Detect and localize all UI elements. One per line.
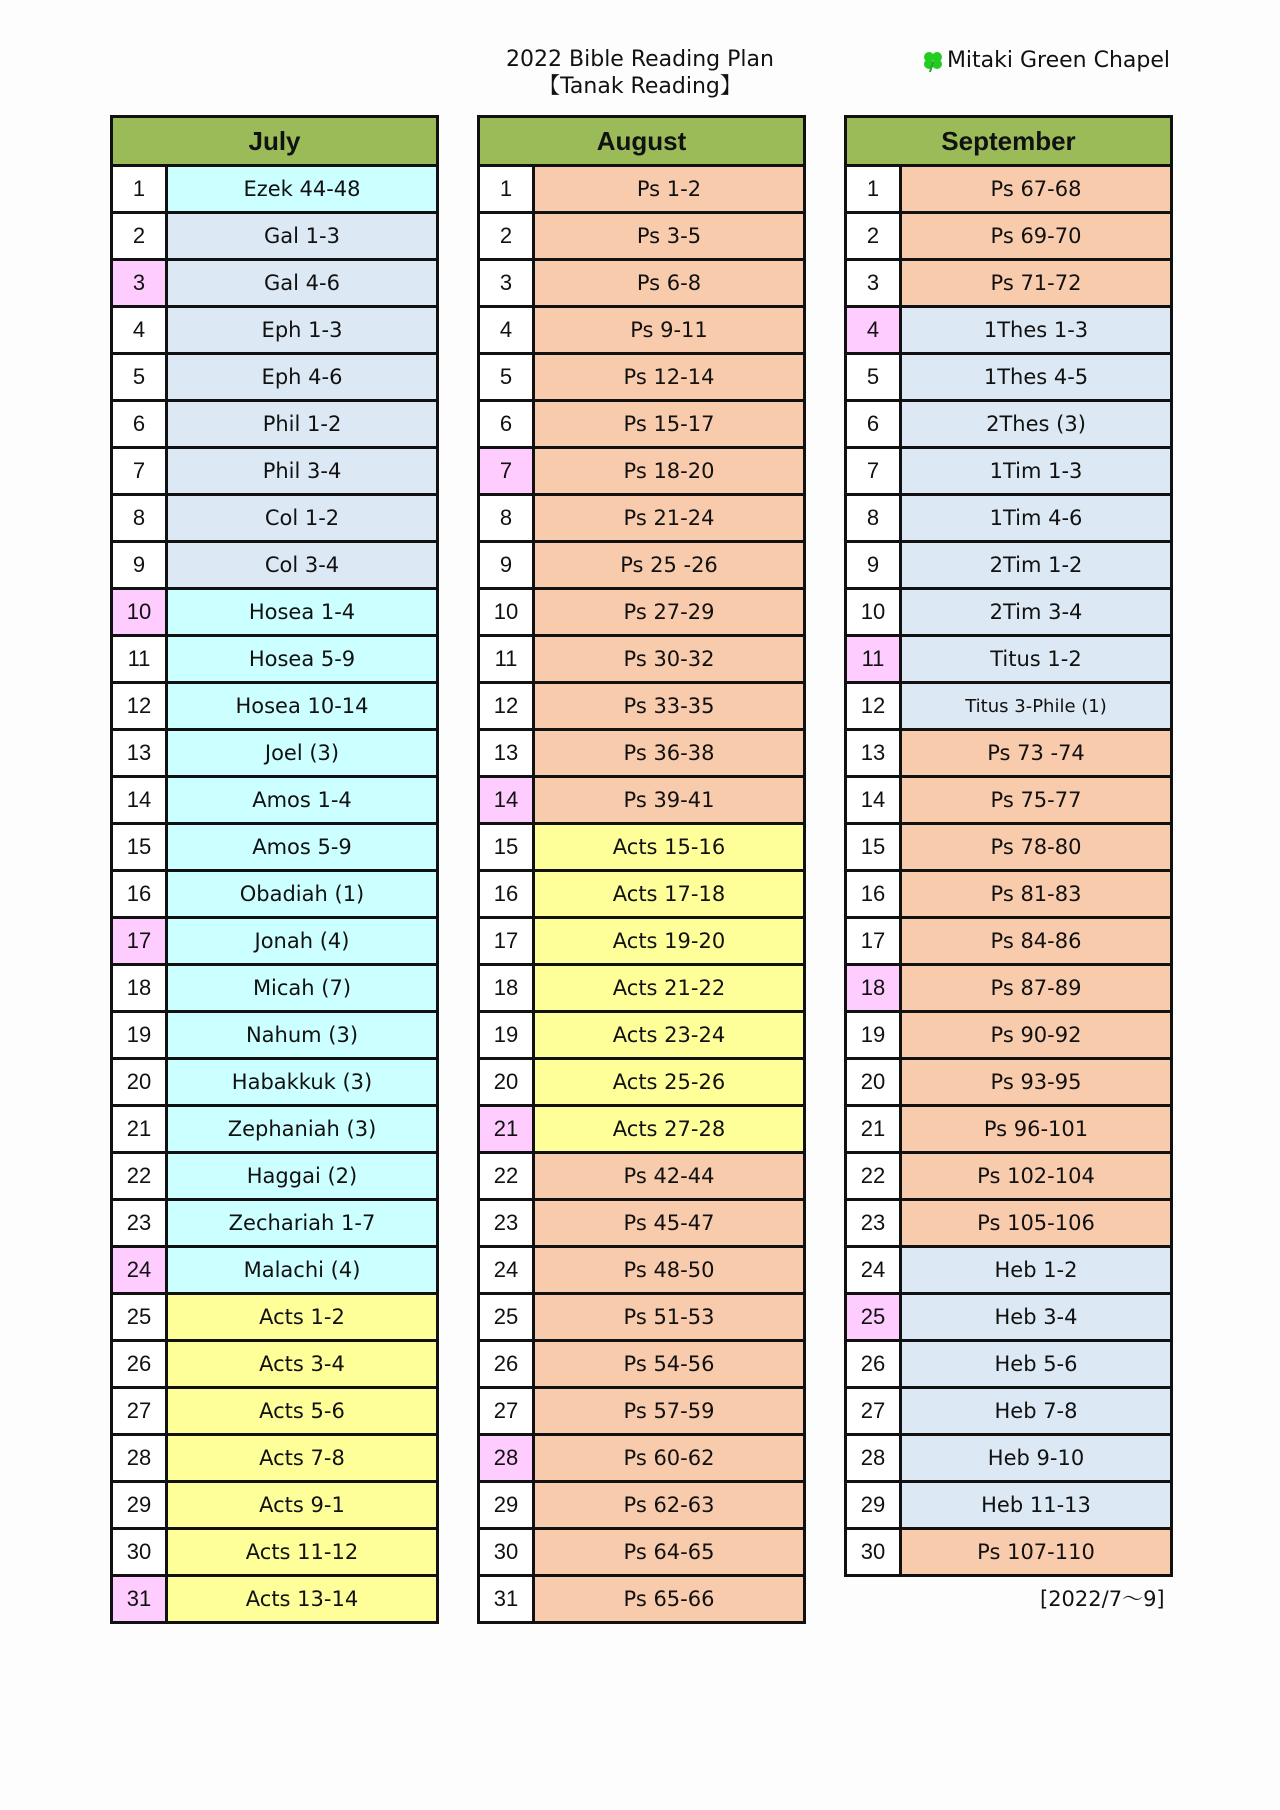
- table-row: [847, 1248, 1170, 1295]
- day-number: 8: [113, 496, 168, 540]
- table-row: [113, 308, 436, 355]
- reading-cell: Heb 11-13: [902, 1483, 1170, 1527]
- month-rows: [847, 167, 1170, 1574]
- table-row: [113, 496, 436, 543]
- table-row: [847, 1201, 1170, 1248]
- day-number: 25: [847, 1295, 902, 1339]
- reading-cell: Heb 5-6: [902, 1342, 1170, 1386]
- day-number: 12: [113, 684, 168, 728]
- table-row: [113, 1248, 436, 1295]
- day-number: 3: [847, 261, 902, 305]
- table-row: [113, 167, 436, 214]
- day-number: 19: [113, 1013, 168, 1057]
- reading-cell: Ps 107-110: [902, 1530, 1170, 1574]
- table-row: [480, 1530, 803, 1577]
- table-row: [113, 355, 436, 402]
- table-row: [480, 402, 803, 449]
- reading-cell: Ps 18-20: [535, 449, 803, 493]
- reading-cell: Ps 75-77: [902, 778, 1170, 822]
- reading-cell: Ps 9-11: [535, 308, 803, 352]
- table-row: [113, 590, 436, 637]
- reading-cell: Gal 4-6: [168, 261, 436, 305]
- reading-cell: Ps 90-92: [902, 1013, 1170, 1057]
- table-row: [480, 1248, 803, 1295]
- day-number: 28: [480, 1436, 535, 1480]
- reading-cell: Ps 27-29: [535, 590, 803, 634]
- table-row: [847, 1530, 1170, 1574]
- table-row: [113, 261, 436, 308]
- table-row: [480, 1013, 803, 1060]
- table-row: [113, 1013, 436, 1060]
- reading-cell: Titus 3-Phile (1): [902, 684, 1170, 728]
- table-row: [847, 872, 1170, 919]
- reading-cell: Ps 81-83: [902, 872, 1170, 916]
- table-row: [847, 496, 1170, 543]
- day-number: 7: [847, 449, 902, 493]
- reading-cell: Eph 1-3: [168, 308, 436, 352]
- reading-cell: Ps 60-62: [535, 1436, 803, 1480]
- day-number: 3: [480, 261, 535, 305]
- reading-cell: Ps 71-72: [902, 261, 1170, 305]
- reading-cell: Ps 21-24: [535, 496, 803, 540]
- organization-name: Mitaki Green Chapel: [946, 48, 1170, 73]
- reading-cell: Acts 21-22: [535, 966, 803, 1010]
- day-number: 2: [480, 214, 535, 258]
- day-number: 4: [847, 308, 902, 352]
- reading-cell: Ps 57-59: [535, 1389, 803, 1433]
- month-header: September: [847, 118, 1170, 167]
- table-row: [480, 1060, 803, 1107]
- reading-cell: Ps 12-14: [535, 355, 803, 399]
- reading-cell: Acts 9-1: [168, 1483, 436, 1527]
- day-number: 23: [480, 1201, 535, 1245]
- month-header: July: [113, 118, 436, 167]
- table-row: [113, 919, 436, 966]
- reading-cell: Ps 42-44: [535, 1154, 803, 1198]
- table-row: [480, 966, 803, 1013]
- reading-cell: Ps 73 -74: [902, 731, 1170, 775]
- table-row: [480, 825, 803, 872]
- reading-cell: Malachi (4): [168, 1248, 436, 1292]
- page-title: [470, 46, 810, 100]
- reading-cell: Acts 13-14: [168, 1577, 436, 1621]
- table-row: [847, 355, 1170, 402]
- day-number: 13: [847, 731, 902, 775]
- day-number: 27: [113, 1389, 168, 1433]
- table-row: [847, 1013, 1170, 1060]
- reading-cell: Gal 1-3: [168, 214, 436, 258]
- reading-cell: Hosea 1-4: [168, 590, 436, 634]
- day-number: 21: [113, 1107, 168, 1151]
- day-number: 6: [480, 402, 535, 446]
- day-number: 12: [480, 684, 535, 728]
- table-row: [480, 919, 803, 966]
- table-row: [847, 1060, 1170, 1107]
- reading-cell: Ps 96-101: [902, 1107, 1170, 1151]
- reading-cell: Ps 69-70: [902, 214, 1170, 258]
- table-row: [847, 1436, 1170, 1483]
- reading-cell: Ps 62-63: [535, 1483, 803, 1527]
- month-rows: [480, 167, 803, 1621]
- day-number: 17: [113, 919, 168, 963]
- month-table-august: [477, 115, 806, 1624]
- table-row: [113, 872, 436, 919]
- reading-cell: Acts 27-28: [535, 1107, 803, 1151]
- reading-cell: Zephaniah (3): [168, 1107, 436, 1151]
- table-row: [113, 966, 436, 1013]
- day-number: 1: [113, 167, 168, 211]
- table-row: [847, 966, 1170, 1013]
- reading-cell: Ps 105-106: [902, 1201, 1170, 1245]
- reading-cell: Hosea 5-9: [168, 637, 436, 681]
- reading-cell: Ps 39-41: [535, 778, 803, 822]
- day-number: 20: [847, 1060, 902, 1104]
- day-number: 26: [480, 1342, 535, 1386]
- table-row: [113, 1107, 436, 1154]
- reading-cell: Ps 84-86: [902, 919, 1170, 963]
- table-row: [113, 825, 436, 872]
- reading-cell: Micah (7): [168, 966, 436, 1010]
- reading-cell: Nahum (3): [168, 1013, 436, 1057]
- day-number: 20: [113, 1060, 168, 1104]
- table-row: [847, 731, 1170, 778]
- table-row: [113, 731, 436, 778]
- reading-cell: Phil 1-2: [168, 402, 436, 446]
- reading-cell: 2Tim 1-2: [902, 543, 1170, 587]
- day-number: 13: [480, 731, 535, 775]
- reading-cell: Ps 48-50: [535, 1248, 803, 1292]
- reading-cell: Acts 15-16: [535, 825, 803, 869]
- table-row: [113, 1201, 436, 1248]
- day-number: 6: [847, 402, 902, 446]
- table-row: [480, 1342, 803, 1389]
- table-row: [113, 684, 436, 731]
- day-number: 29: [113, 1483, 168, 1527]
- day-number: 16: [480, 872, 535, 916]
- day-number: 11: [847, 637, 902, 681]
- day-number: 18: [113, 966, 168, 1010]
- day-number: 28: [847, 1436, 902, 1480]
- reading-cell: Amos 5-9: [168, 825, 436, 869]
- table-row: [480, 449, 803, 496]
- day-number: 7: [480, 449, 535, 493]
- day-number: 4: [113, 308, 168, 352]
- reading-cell: Ps 15-17: [535, 402, 803, 446]
- table-row: [480, 308, 803, 355]
- month-header: August: [480, 118, 803, 167]
- day-number: 22: [480, 1154, 535, 1198]
- table-row: [480, 543, 803, 590]
- table-row: [480, 1201, 803, 1248]
- day-number: 25: [113, 1295, 168, 1339]
- reading-cell: Amos 1-4: [168, 778, 436, 822]
- reading-cell: Ps 30-32: [535, 637, 803, 681]
- reading-cell: Obadiah (1): [168, 872, 436, 916]
- day-number: 11: [113, 637, 168, 681]
- table-row: [847, 1483, 1170, 1530]
- day-number: 10: [480, 590, 535, 634]
- reading-cell: Ps 1-2: [535, 167, 803, 211]
- day-number: 24: [480, 1248, 535, 1292]
- day-number: 10: [847, 590, 902, 634]
- table-row: [480, 1436, 803, 1483]
- table-row: [847, 261, 1170, 308]
- day-number: 22: [847, 1154, 902, 1198]
- reading-cell: Ps 6-8: [535, 261, 803, 305]
- reading-cell: Joel (3): [168, 731, 436, 775]
- day-number: 14: [480, 778, 535, 822]
- day-number: 11: [480, 637, 535, 681]
- table-row: [113, 449, 436, 496]
- day-number: 16: [847, 872, 902, 916]
- day-number: 2: [847, 214, 902, 258]
- day-number: 25: [480, 1295, 535, 1339]
- day-number: 13: [113, 731, 168, 775]
- table-row: [847, 637, 1170, 684]
- reading-cell: Titus 1-2: [902, 637, 1170, 681]
- table-row: [480, 637, 803, 684]
- day-number: 23: [847, 1201, 902, 1245]
- table-row: [847, 402, 1170, 449]
- period-label: [2022/7～9]: [1040, 1587, 1165, 1611]
- table-row: [480, 496, 803, 543]
- table-row: [480, 214, 803, 261]
- day-number: 5: [847, 355, 902, 399]
- day-number: 21: [847, 1107, 902, 1151]
- day-number: 30: [113, 1530, 168, 1574]
- reading-cell: Ps 33-35: [535, 684, 803, 728]
- table-row: [847, 919, 1170, 966]
- day-number: 24: [113, 1248, 168, 1292]
- day-number: 3: [113, 261, 168, 305]
- day-number: 26: [847, 1342, 902, 1386]
- reading-cell: Acts 7-8: [168, 1436, 436, 1480]
- reading-cell: Haggai (2): [168, 1154, 436, 1198]
- table-row: [480, 731, 803, 778]
- table-row: [113, 637, 436, 684]
- reading-cell: Acts 1-2: [168, 1295, 436, 1339]
- day-number: 7: [113, 449, 168, 493]
- table-row: [480, 167, 803, 214]
- table-row: [113, 1577, 436, 1621]
- reading-cell: Ps 45-47: [535, 1201, 803, 1245]
- month-rows: [113, 167, 436, 1621]
- table-row: [480, 1154, 803, 1201]
- table-row: [480, 355, 803, 402]
- day-number: 2: [113, 214, 168, 258]
- table-row: [847, 1295, 1170, 1342]
- table-row: [113, 1389, 436, 1436]
- table-row: [113, 402, 436, 449]
- table-row: [113, 214, 436, 261]
- reading-cell: Heb 7-8: [902, 1389, 1170, 1433]
- table-row: [847, 825, 1170, 872]
- table-row: [847, 1342, 1170, 1389]
- reading-cell: Acts 17-18: [535, 872, 803, 916]
- title-line-2: 【Tanak Reading】: [538, 74, 742, 99]
- day-number: 28: [113, 1436, 168, 1480]
- reading-cell: Jonah (4): [168, 919, 436, 963]
- reading-cell: Ezek 44-48: [168, 167, 436, 211]
- month-table-september: [844, 115, 1173, 1577]
- day-number: 10: [113, 590, 168, 634]
- table-row: [480, 1389, 803, 1436]
- reading-cell: Phil 3-4: [168, 449, 436, 493]
- reading-cell: Acts 3-4: [168, 1342, 436, 1386]
- table-row: [113, 1436, 436, 1483]
- table-row: [480, 872, 803, 919]
- table-row: [847, 684, 1170, 731]
- day-number: 31: [113, 1577, 168, 1621]
- reading-cell: 2Tim 3-4: [902, 590, 1170, 634]
- reading-cell: Col 1-2: [168, 496, 436, 540]
- table-row: [847, 590, 1170, 637]
- organization-label: [921, 48, 1170, 73]
- table-row: [480, 1295, 803, 1342]
- day-number: 21: [480, 1107, 535, 1151]
- reading-cell: Ps 64-65: [535, 1530, 803, 1574]
- day-number: 15: [113, 825, 168, 869]
- table-row: [847, 543, 1170, 590]
- day-number: 27: [847, 1389, 902, 1433]
- day-number: 14: [113, 778, 168, 822]
- reading-cell: 1Tim 1-3: [902, 449, 1170, 493]
- reading-cell: Acts 19-20: [535, 919, 803, 963]
- day-number: 30: [847, 1530, 902, 1574]
- day-number: 4: [480, 308, 535, 352]
- clover-icon: [921, 49, 945, 73]
- table-row: [113, 1154, 436, 1201]
- day-number: 12: [847, 684, 902, 728]
- day-number: 9: [113, 543, 168, 587]
- reading-cell: Zechariah 1-7: [168, 1201, 436, 1245]
- day-number: 27: [480, 1389, 535, 1433]
- day-number: 9: [847, 543, 902, 587]
- day-number: 20: [480, 1060, 535, 1104]
- table-row: [480, 1107, 803, 1154]
- reading-cell: Acts 5-6: [168, 1389, 436, 1433]
- day-number: 23: [113, 1201, 168, 1245]
- reading-cell: Ps 51-53: [535, 1295, 803, 1339]
- day-number: 1: [480, 167, 535, 211]
- reading-cell: Ps 3-5: [535, 214, 803, 258]
- reading-cell: Ps 67-68: [902, 167, 1170, 211]
- reading-cell: Ps 93-95: [902, 1060, 1170, 1104]
- table-row: [113, 1060, 436, 1107]
- month-table-july: [110, 115, 439, 1624]
- table-row: [480, 1483, 803, 1530]
- reading-cell: Ps 102-104: [902, 1154, 1170, 1198]
- table-row: [480, 261, 803, 308]
- day-number: 24: [847, 1248, 902, 1292]
- day-number: 16: [113, 872, 168, 916]
- reading-cell: 2Thes (3): [902, 402, 1170, 446]
- table-row: [113, 1295, 436, 1342]
- day-number: 17: [480, 919, 535, 963]
- day-number: 8: [847, 496, 902, 540]
- reading-cell: 1Tim 4-6: [902, 496, 1170, 540]
- reading-cell: Ps 54-56: [535, 1342, 803, 1386]
- reading-cell: Heb 9-10: [902, 1436, 1170, 1480]
- reading-cell: Eph 4-6: [168, 355, 436, 399]
- day-number: 19: [480, 1013, 535, 1057]
- day-number: 19: [847, 1013, 902, 1057]
- table-row: [480, 590, 803, 637]
- reading-cell: Ps 25 -26: [535, 543, 803, 587]
- table-row: [480, 778, 803, 825]
- reading-cell: Ps 36-38: [535, 731, 803, 775]
- day-number: 14: [847, 778, 902, 822]
- table-row: [847, 449, 1170, 496]
- table-row: [847, 308, 1170, 355]
- table-row: [113, 778, 436, 825]
- table-row: [113, 1530, 436, 1577]
- day-number: 15: [480, 825, 535, 869]
- reading-cell: Heb 3-4: [902, 1295, 1170, 1339]
- day-number: 15: [847, 825, 902, 869]
- table-row: [113, 1342, 436, 1389]
- day-number: 8: [480, 496, 535, 540]
- day-number: 18: [847, 966, 902, 1010]
- table-row: [847, 778, 1170, 825]
- reading-cell: Acts 25-26: [535, 1060, 803, 1104]
- reading-cell: Heb 1-2: [902, 1248, 1170, 1292]
- reading-cell: 1Thes 1-3: [902, 308, 1170, 352]
- day-number: 9: [480, 543, 535, 587]
- reading-cell: Ps 78-80: [902, 825, 1170, 869]
- reading-cell: Col 3-4: [168, 543, 436, 587]
- day-number: 29: [847, 1483, 902, 1527]
- day-number: 5: [113, 355, 168, 399]
- day-number: 22: [113, 1154, 168, 1198]
- table-row: [113, 1483, 436, 1530]
- reading-cell: Ps 87-89: [902, 966, 1170, 1010]
- table-row: [847, 1154, 1170, 1201]
- day-number: 17: [847, 919, 902, 963]
- reading-cell: Acts 23-24: [535, 1013, 803, 1057]
- day-number: 5: [480, 355, 535, 399]
- reading-cell: Ps 65-66: [535, 1577, 803, 1621]
- day-number: 30: [480, 1530, 535, 1574]
- reading-cell: Acts 11-12: [168, 1530, 436, 1574]
- table-row: [480, 684, 803, 731]
- day-number: 6: [113, 402, 168, 446]
- table-row: [847, 214, 1170, 261]
- table-row: [480, 1577, 803, 1621]
- table-row: [847, 1107, 1170, 1154]
- day-number: 31: [480, 1577, 535, 1621]
- reading-cell: 1Thes 4-5: [902, 355, 1170, 399]
- day-number: 18: [480, 966, 535, 1010]
- table-row: [847, 167, 1170, 214]
- title-line-1: 2022 Bible Reading Plan: [506, 47, 774, 72]
- reading-cell: Hosea 10-14: [168, 684, 436, 728]
- table-row: [847, 1389, 1170, 1436]
- day-number: 26: [113, 1342, 168, 1386]
- table-row: [113, 543, 436, 590]
- day-number: 29: [480, 1483, 535, 1527]
- day-number: 1: [847, 167, 902, 211]
- reading-cell: Habakkuk (3): [168, 1060, 436, 1104]
